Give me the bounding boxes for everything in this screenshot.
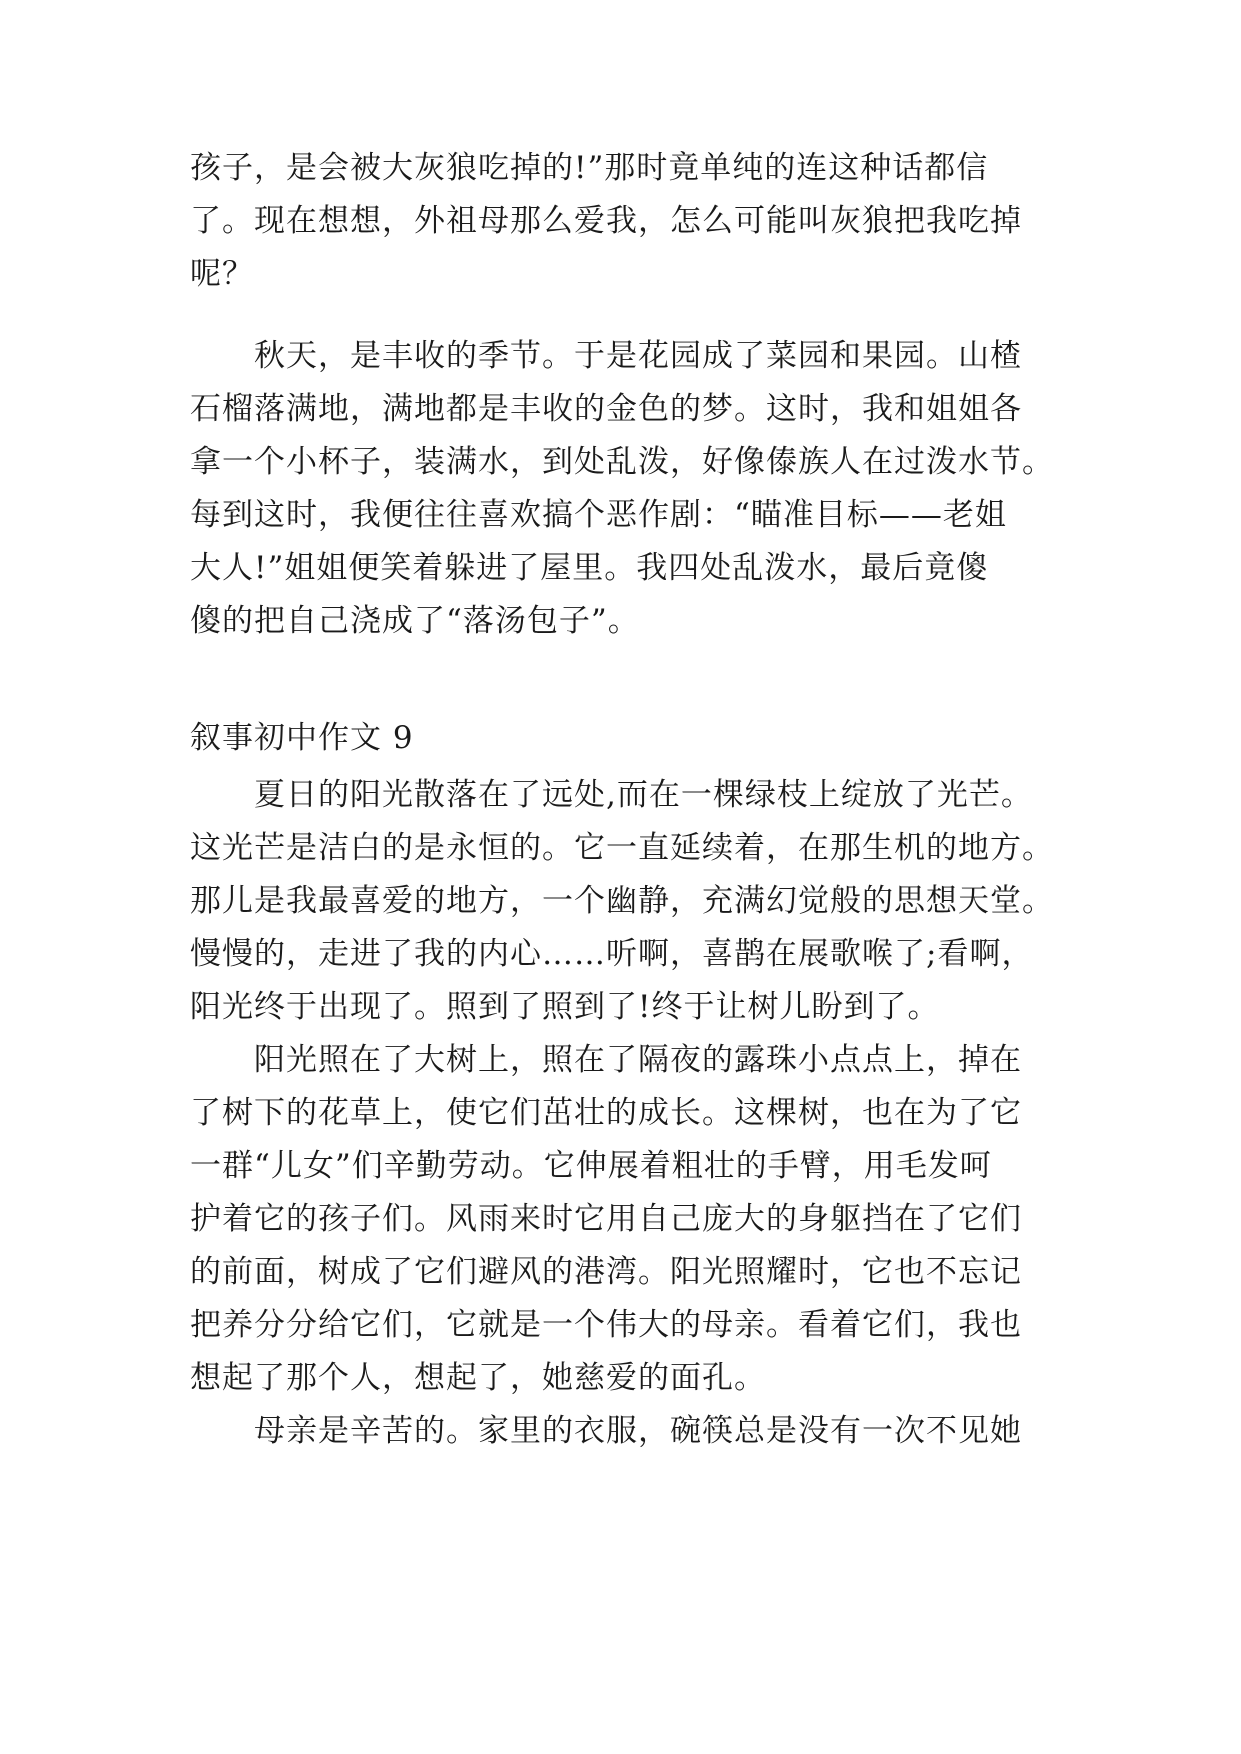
paragraph-line: 这光芒是洁白的是永恒的。它一直延续着，在那生机的地方。 — [190, 830, 1054, 866]
paragraph-line: 石榴落满地，满地都是丰收的金色的梦。这时，我和姐姐各 — [190, 391, 1022, 427]
paragraph-line: 一群“儿女”们辛勤劳动。它伸展着粗壮的手臂，用毛发呵 — [190, 1148, 992, 1184]
paragraph-line: 了。现在想想，外祖母那么爱我，怎么可能叫灰狼把我吃掉 — [190, 203, 1022, 239]
paragraph-line: 大人!”姐姐便笑着躲进了屋里。我四处乱泼水，最后竟傻 — [190, 550, 989, 586]
paragraph-line: 每到这时，我便往往喜欢搞个恶作剧：“瞄准目标——老姐 — [190, 497, 1007, 533]
paragraph-line: 想起了那个人，想起了，她慈爱的面孔。 — [190, 1360, 766, 1396]
paragraph-line: 阳光终于出现了。照到了照到了!终于让树儿盼到了。 — [190, 989, 940, 1025]
paragraph-line: 那儿是我最喜爱的地方，一个幽静，充满幻觉般的思想天堂。 — [190, 883, 1054, 919]
paragraph-line: 傻的把自己浇成了“落汤包子”。 — [190, 603, 640, 639]
paragraph-line: 阳光照在了大树上，照在了隔夜的露珠小点点上，掉在 — [254, 1042, 1022, 1078]
paragraph-line: 护着它的孩子们。风雨来时它用自己庞大的身躯挡在了它们 — [190, 1201, 1022, 1237]
paragraph-line: 把养分分给它们，它就是一个伟大的母亲。看着它们，我也 — [190, 1307, 1022, 1343]
paragraph-line: 秋天，是丰收的季节。于是花园成了菜园和果园。山楂 — [254, 338, 1022, 374]
paragraph-line: 孩子，是会被大灰狼吃掉的!”那时竟单纯的连这种话都信 — [190, 150, 989, 186]
paragraph-line: 了树下的花草上，使它们茁壮的成长。这棵树，也在为了它 — [190, 1095, 1022, 1131]
paragraph-line: 呢？ — [190, 256, 254, 292]
paragraph-line: 拿一个小杯子，装满水，到处乱泼，好像傣族人在过泼水节。 — [190, 444, 1054, 480]
paragraph-line: 的前面，树成了它们避风的港湾。阳光照耀时，它也不忘记 — [190, 1254, 1022, 1290]
paragraph-line: 夏日的阳光散落在了远处,而在一棵绿枝上绽放了光芒。 — [254, 777, 1033, 813]
section-heading: 叙事初中作文 9 — [190, 720, 414, 756]
paragraph-line: 慢慢的，走进了我的内心……听啊，喜鹊在展歌喉了;看啊， — [190, 936, 1034, 972]
paragraph-line: 母亲是辛苦的。家里的衣服，碗筷总是没有一次不见她 — [254, 1413, 1022, 1449]
